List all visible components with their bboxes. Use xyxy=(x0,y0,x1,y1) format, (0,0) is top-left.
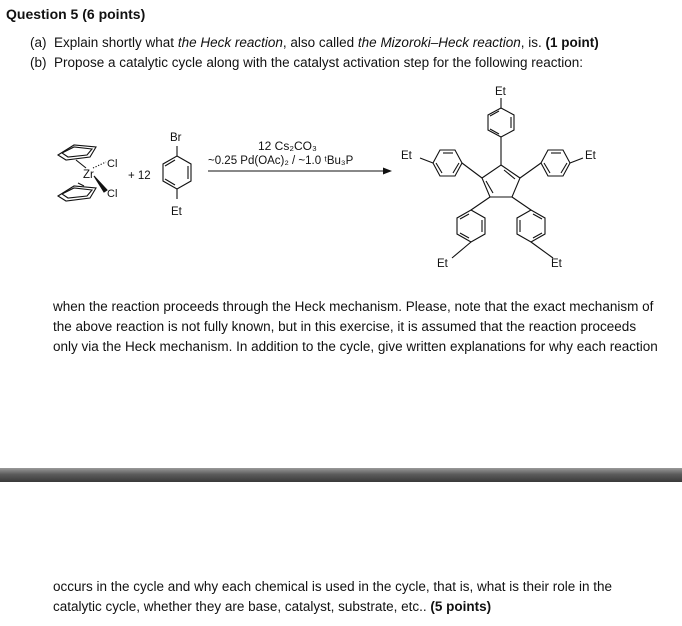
reagent-line-1: 12 Cs₂CO₃ xyxy=(258,139,317,153)
part-a-label: (a) xyxy=(30,35,47,50)
cl-top-label: Cl xyxy=(107,158,118,170)
product-structure xyxy=(420,98,583,258)
zr-label: Zr xyxy=(83,169,94,181)
question-title: Question 5 (6 points) xyxy=(6,6,146,22)
cl-bottom-label: Cl xyxy=(107,188,118,200)
part-b xyxy=(30,55,583,70)
et-label-top: Et xyxy=(495,86,506,98)
reaction-scheme xyxy=(0,80,682,275)
et-label-left: Et xyxy=(401,150,412,162)
part-a-text-1: Explain shortly what xyxy=(54,35,178,50)
mizoroki-heck-term: the Mizoroki–Heck reaction xyxy=(357,35,521,50)
part-b-text: Propose a catalytic cycle along with the catalyst activation step for the following reaction: xyxy=(54,55,584,70)
part-a-text-3: , also called xyxy=(282,35,358,50)
et-label-bottom-right: Et xyxy=(551,258,562,270)
part-b-points: (5 points) xyxy=(430,599,492,614)
heck-reaction-term: the Heck reaction xyxy=(177,35,283,50)
aryl-bromide-structure xyxy=(163,146,191,199)
instructions-paragraph-2-text: occurs in the cycle and why each chemical is used in the cycle, that is, what is their role in the catalytic cycle, whether they are base, catalyst, substrate, etc.. xyxy=(53,579,613,614)
et-label-reactant: Et xyxy=(171,206,182,218)
stoichiometry-plus: + 12 xyxy=(128,170,151,182)
instructions-paragraph-2 xyxy=(53,577,658,617)
part-a-points: (1 point) xyxy=(545,35,599,50)
reaction-arrow xyxy=(208,168,392,175)
part-b-label: (b) xyxy=(30,55,47,70)
br-label: Br xyxy=(170,132,182,144)
part-a-text-5: , is. xyxy=(520,35,546,50)
instructions-paragraph-1: when the reaction proceeds through the Heck mechanism. Please, note that the exact mechanism of the above reaction is not fully known, but in this exercise, it is assumed that the reaction proceeds only via the Heck mechanism. In addition to the cycle, give written explanations for why each reaction xyxy=(53,299,658,354)
part-a xyxy=(30,35,599,50)
et-label-bottom-left: Et xyxy=(437,258,448,270)
page-divider xyxy=(0,468,682,482)
et-label-right: Et xyxy=(585,150,596,162)
reagent-line-2: ~0.25 Pd(OAc)₂ / ~1.0 ᵗBu₃P xyxy=(208,155,354,167)
